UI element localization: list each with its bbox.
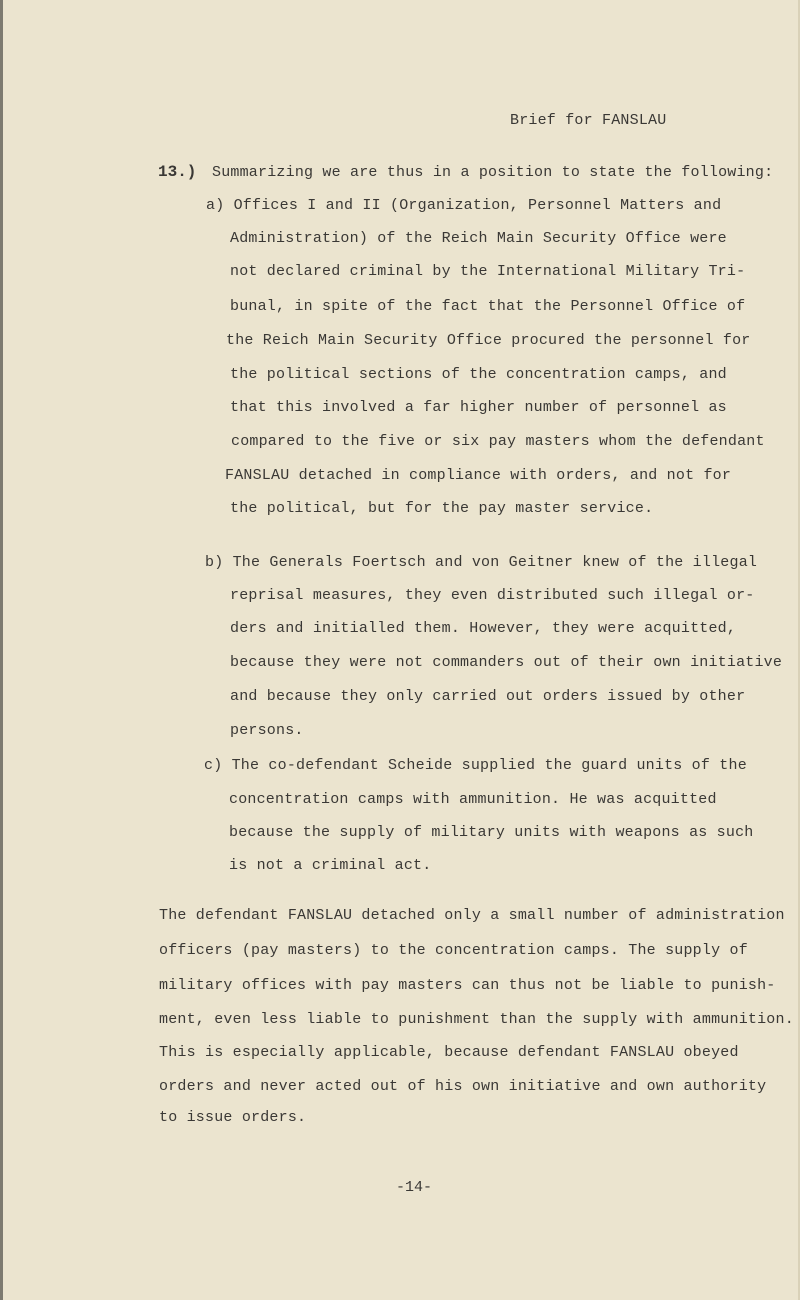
item-a-line-6: that this involved a far higher number of personnel as <box>230 399 727 416</box>
item-c-line-2: because the supply of military units with weapons as such <box>229 824 754 841</box>
item-a-line-1: Administration) of the Reich Main Security Office were <box>230 230 727 247</box>
item-b-line-0 <box>205 553 757 573</box>
item-b-text-0: The Generals Foertsch and von Geitner knew of the illegal <box>232 554 758 571</box>
item-c-line-0 <box>204 756 747 776</box>
item-a-line-0 <box>206 196 721 216</box>
conclusion-line-2: military offices with pay masters can thus not be liable to punish- <box>159 977 776 994</box>
conclusion-line-1: officers (pay masters) to the concentration camps. The supply of <box>159 942 748 959</box>
item-a-line-5: the political sections of the concentration camps, and <box>230 366 727 383</box>
conclusion-line-6: to issue orders. <box>159 1109 307 1126</box>
item-a-line-3: bunal, in spite of the fact that the Personnel Office of <box>230 298 746 315</box>
section-number: 13.) <box>158 163 197 181</box>
item-a-marker: a) <box>206 197 225 214</box>
item-c-line-1: concentration camps with ammunition. He was acquitted <box>229 791 717 808</box>
item-b-line-4: and because they only carried out orders issued by other <box>230 688 746 705</box>
item-a-line-2: not declared criminal by the International Military Tri- <box>230 263 746 280</box>
item-a-line-7: compared to the five or six pay masters whom the defendant <box>231 433 765 450</box>
section-intro: Summarizing we are thus in a position to state the following: <box>212 164 774 181</box>
item-b-line-1: reprisal measures, they even distributed such illegal or- <box>230 587 755 604</box>
item-c-line-3: is not a criminal act. <box>229 857 432 874</box>
page-number: -14- <box>396 1179 433 1196</box>
item-c-text-0: The co-defendant Scheide supplied the guard units of the <box>231 757 747 774</box>
item-b-line-3: because they were not commanders out of their own initiative <box>230 654 783 671</box>
conclusion-line-4: This is especially applicable, because defendant FANSLAU obeyed <box>159 1044 739 1061</box>
item-b-line-2: ders and initialled them. However, they were acquitted, <box>230 620 737 637</box>
item-a-line-4: the Reich Main Security Office procured the personnel for <box>226 332 751 349</box>
item-a-line-9: the political, but for the pay master service. <box>230 500 654 517</box>
item-b-marker: b) <box>205 554 224 571</box>
item-b-line-5: persons. <box>230 722 304 739</box>
conclusion-line-5: orders and never acted out of his own initiative and own authority <box>159 1078 767 1095</box>
item-a-line-8: FANSLAU detached in compliance with orders, and not for <box>225 467 732 484</box>
page-edge-left <box>0 0 3 1300</box>
item-a-text-0: Offices I and II (Organization, Personnel Matters and <box>233 197 722 214</box>
item-c-marker: c) <box>204 757 223 774</box>
document-header: Brief for FANSLAU <box>510 112 667 129</box>
conclusion-line-0: The defendant FANSLAU detached only a small number of administration <box>159 907 785 924</box>
conclusion-line-3: ment, even less liable to punishment than the supply with ammunition. <box>159 1011 794 1028</box>
